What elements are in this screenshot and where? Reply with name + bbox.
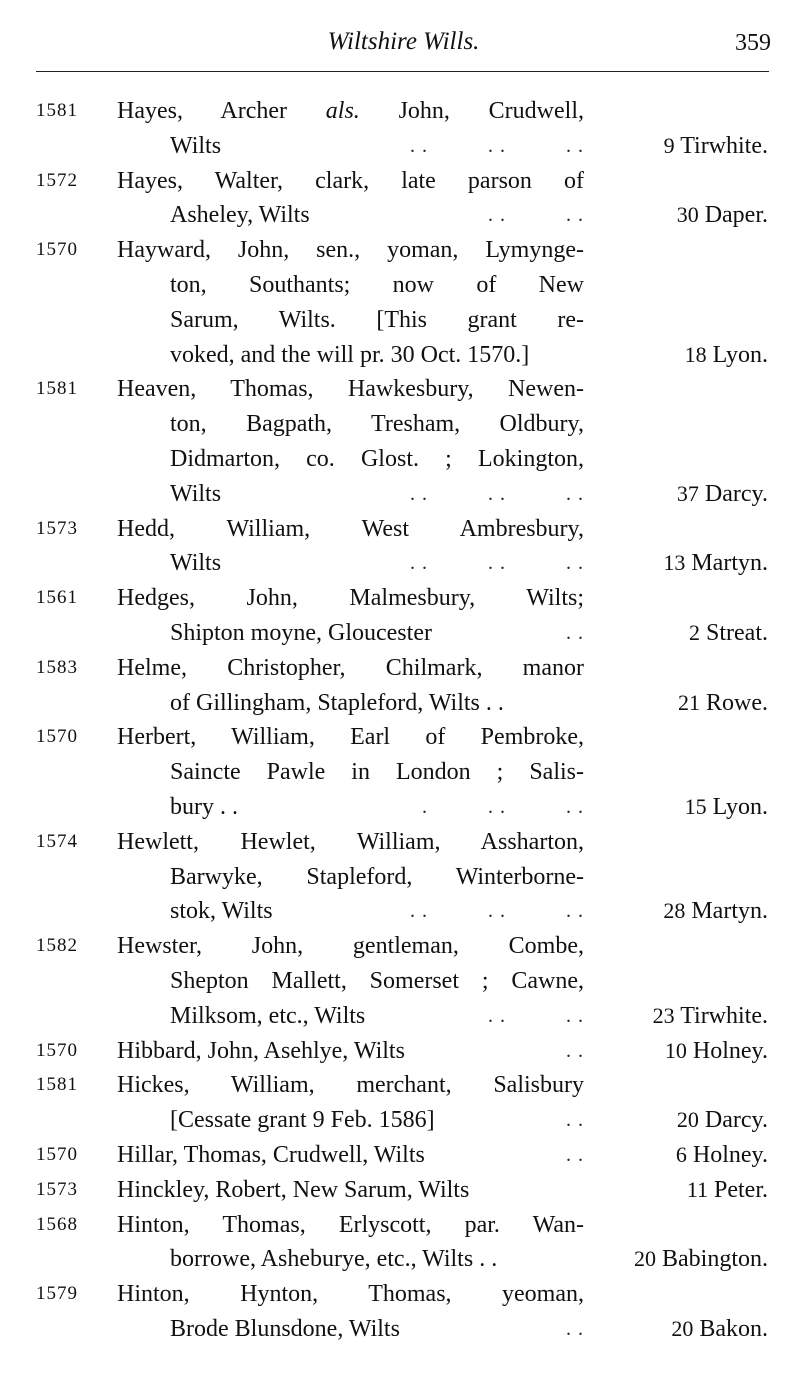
entry-line <box>0 790 800 825</box>
entry-text: Hayward, John, sen., yoman, Lymynge- <box>117 237 584 264</box>
register-name: Darcy. <box>704 480 768 507</box>
entry-line <box>0 651 800 686</box>
dot-leaders: . . <box>566 621 584 644</box>
register-folio: 15 <box>684 793 707 819</box>
entry-text: Hayes, Archer als. John, Crudwell, <box>117 98 584 124</box>
entry-text: Saincte Pawle in London ; Salis- <box>170 759 584 786</box>
register-name: Daper. <box>704 202 768 229</box>
entry-year: 1573 <box>36 517 78 539</box>
entry-line <box>0 233 800 268</box>
will-entry <box>0 1208 800 1278</box>
entry-year: 1570 <box>36 1143 78 1165</box>
entry-line <box>0 1173 800 1208</box>
entry-text: Didmarton, co. Glost. ; Lokington, <box>170 445 584 472</box>
entry-text: Asheley, Wilts <box>170 202 310 229</box>
register-folio: 30 <box>676 202 699 228</box>
entry-text: bury . . <box>170 793 238 820</box>
register-name: Darcy. <box>704 1107 768 1134</box>
entry-year: 1572 <box>36 169 78 191</box>
register-folio: 2 <box>689 619 701 645</box>
register-name: Rowe. <box>706 689 768 716</box>
will-entry <box>0 1277 800 1347</box>
register-reference <box>664 129 768 164</box>
dot-leaders: . . . . . . <box>410 552 584 575</box>
entry-line <box>0 303 800 338</box>
entry-year: 1582 <box>36 935 78 957</box>
entry-line <box>0 129 800 164</box>
register-name: Martyn. <box>691 898 768 925</box>
will-entry <box>0 94 800 164</box>
register-reference <box>676 1138 768 1173</box>
entry-line <box>0 1138 800 1173</box>
entry-text: Shepton Mallett, Somerset ; Cawne, <box>170 967 584 994</box>
entry-year: 1581 <box>36 1074 78 1096</box>
register-reference <box>685 338 768 373</box>
will-entry <box>0 1068 800 1138</box>
will-entry <box>0 372 800 511</box>
entry-year: 1579 <box>36 1283 78 1305</box>
dot-leaders: . . . . . . <box>410 900 584 923</box>
register-name: Martyn. <box>691 550 768 577</box>
entry-text: Hinton, Hynton, Thomas, yeoman, <box>117 1281 584 1308</box>
page-header <box>36 24 771 64</box>
register-folio: 20 <box>671 1315 694 1341</box>
entry-text: Hillar, Thomas, Crudwell, Wilts <box>117 1141 425 1168</box>
entry-year: 1570 <box>36 1039 78 1061</box>
entry-line <box>0 94 800 129</box>
register-reference <box>671 1312 768 1347</box>
entry-text: Herbert, William, Earl of Pembroke, <box>117 724 584 751</box>
entry-year: 1583 <box>36 656 78 678</box>
register-reference <box>663 894 768 929</box>
will-entry <box>0 720 800 824</box>
entry-line <box>0 268 800 303</box>
entry-year: 1581 <box>36 378 78 400</box>
register-folio: 20 <box>634 1246 656 1272</box>
register-name: Tirwhite. <box>680 132 768 159</box>
entry-text: Hinckley, Robert, New Sarum, Wilts <box>117 1176 470 1203</box>
register-folio: 20 <box>676 1107 699 1133</box>
entry-line <box>0 720 800 755</box>
dot-leaders: . . . . . <box>422 795 584 818</box>
will-entries-list <box>0 94 800 1347</box>
entry-year: 1581 <box>36 100 78 121</box>
register-name: Streat. <box>706 619 768 646</box>
entry-text: Hedges, John, Malmesbury, Wilts; <box>117 585 584 612</box>
entry-line <box>0 407 800 442</box>
entry-text: Wilts <box>170 480 222 507</box>
entry-line <box>0 477 800 512</box>
entry-line <box>0 964 800 999</box>
entry-text: stok, Wilts <box>170 898 273 925</box>
will-entry <box>0 581 800 651</box>
entry-text: voked, and the will pr. 30 Oct. 1570.] <box>170 341 530 368</box>
entry-line <box>0 372 800 407</box>
entry-year: 1574 <box>36 830 78 852</box>
register-folio: 11 <box>686 1176 708 1202</box>
dot-leaders: . . . . <box>488 1004 584 1027</box>
register-name: Holney. <box>692 1037 768 1064</box>
register-reference <box>663 546 768 581</box>
will-entry <box>0 1034 800 1069</box>
entry-line <box>0 825 800 860</box>
entry-line <box>0 198 800 233</box>
register-folio: 10 <box>664 1037 687 1063</box>
register-folio: 23 <box>652 1002 675 1028</box>
entry-line <box>0 512 800 547</box>
header-rule <box>36 71 769 72</box>
register-folio: 9 <box>663 132 675 158</box>
will-entry <box>0 233 800 372</box>
dot-leaders: . . . . <box>488 204 584 227</box>
register-name: Holney. <box>692 1141 768 1168</box>
entry-text: ton, Southants; now of New <box>170 271 584 298</box>
register-reference <box>634 1242 768 1277</box>
entry-text: Milksom, etc., Wilts <box>170 1002 366 1029</box>
will-entry <box>0 164 800 234</box>
entry-year: 1570 <box>36 239 78 261</box>
will-entry <box>0 1173 800 1208</box>
entry-year: 1561 <box>36 587 78 609</box>
entry-line <box>0 1034 800 1069</box>
alias-abbreviation: als. <box>325 98 360 124</box>
entry-line <box>0 755 800 790</box>
dot-leaders: . . <box>566 1143 584 1166</box>
entry-year: 1570 <box>36 726 78 748</box>
entry-text: Sarum, Wilts. [This grant re- <box>170 306 584 333</box>
will-entry <box>0 825 800 929</box>
entry-text: Hibbard, John, Asehlye, Wilts <box>117 1037 405 1064</box>
entry-line <box>0 1103 800 1138</box>
register-folio: 13 <box>663 550 686 576</box>
page-number: 359 <box>735 30 771 56</box>
dot-leaders: . . <box>566 1039 584 1062</box>
register-folio: 6 <box>675 1141 687 1167</box>
will-entry <box>0 929 800 1033</box>
will-entry <box>0 1138 800 1173</box>
register-folio: 18 <box>684 341 707 367</box>
register-name: Babington. <box>662 1246 768 1273</box>
entry-line <box>0 929 800 964</box>
entry-text: [Cessate grant 9 Feb. 1586] <box>170 1107 435 1134</box>
entry-line <box>0 1068 800 1103</box>
register-folio: 28 <box>663 898 686 924</box>
register-name: Lyon. <box>712 341 768 368</box>
entry-text: Heaven, Thomas, Hawkesbury, Newen- <box>117 376 584 403</box>
register-reference <box>653 999 768 1034</box>
entry-line <box>0 860 800 895</box>
entry-line <box>0 442 800 477</box>
register-folio: 37 <box>676 480 699 506</box>
register-reference <box>677 198 768 233</box>
register-folio: 21 <box>678 689 700 715</box>
register-name: Tirwhite. <box>680 1002 768 1029</box>
entry-text: Wilts <box>170 132 222 159</box>
entry-line <box>0 999 800 1034</box>
dot-leaders: . . <box>566 1109 584 1132</box>
entry-year: 1568 <box>36 1213 78 1235</box>
entry-text: Hewlett, Hewlet, William, Assharton, <box>117 828 584 855</box>
entry-line <box>0 581 800 616</box>
register-name: Bakon. <box>699 1315 768 1342</box>
entry-text: Hewster, John, gentleman, Combe, <box>117 933 584 960</box>
register-reference <box>687 1173 768 1208</box>
entry-text: Wilts <box>170 550 222 577</box>
register-reference <box>685 790 768 825</box>
running-title: Wiltshire Wills. <box>327 28 480 55</box>
entry-text: ton, Bagpath, Tresham, Oldbury, <box>170 411 584 438</box>
entry-text: Barwyke, Stapleford, Winterborne- <box>170 863 584 890</box>
entry-line <box>0 1242 800 1277</box>
entry-year: 1573 <box>36 1178 78 1200</box>
entry-text: Brode Blunsdone, Wilts <box>170 1315 400 1342</box>
entry-line <box>0 338 800 373</box>
entry-line <box>0 894 800 929</box>
entry-line <box>0 1208 800 1243</box>
entry-text: Hickes, William, merchant, Salisbury <box>117 1072 584 1099</box>
entry-text: Hinton, Thomas, Erlyscott, par. Wan- <box>117 1211 584 1238</box>
dot-leaders: . . <box>566 1317 584 1340</box>
register-reference <box>677 477 768 512</box>
entry-text: of Gillingham, Stapleford, Wilts . . <box>170 689 504 716</box>
entry-line <box>0 616 800 651</box>
register-reference <box>678 686 768 721</box>
entry-line <box>0 1277 800 1312</box>
register-reference <box>665 1034 768 1069</box>
entry-text: borrowe, Asheburye, etc., Wilts . . <box>170 1246 498 1273</box>
dot-leaders: . . . . . . <box>410 482 584 505</box>
entry-line <box>0 164 800 199</box>
will-entry <box>0 512 800 582</box>
entry-text: Shipton moyne, Gloucester <box>170 619 432 646</box>
entry-text: Hedd, William, West Ambresbury, <box>117 515 584 542</box>
register-name: Lyon. <box>712 793 768 820</box>
entry-line <box>0 1312 800 1347</box>
dot-leaders: . . . . . . <box>410 134 584 157</box>
entry-text: Hayes, Walter, clark, late parson of <box>117 167 584 194</box>
entry-line <box>0 546 800 581</box>
entry-text: Helme, Christopher, Chilmark, manor <box>117 654 584 681</box>
will-entry <box>0 651 800 721</box>
entry-line <box>0 686 800 721</box>
register-reference <box>677 1103 768 1138</box>
register-name: Peter. <box>714 1176 768 1203</box>
register-reference <box>689 616 768 651</box>
